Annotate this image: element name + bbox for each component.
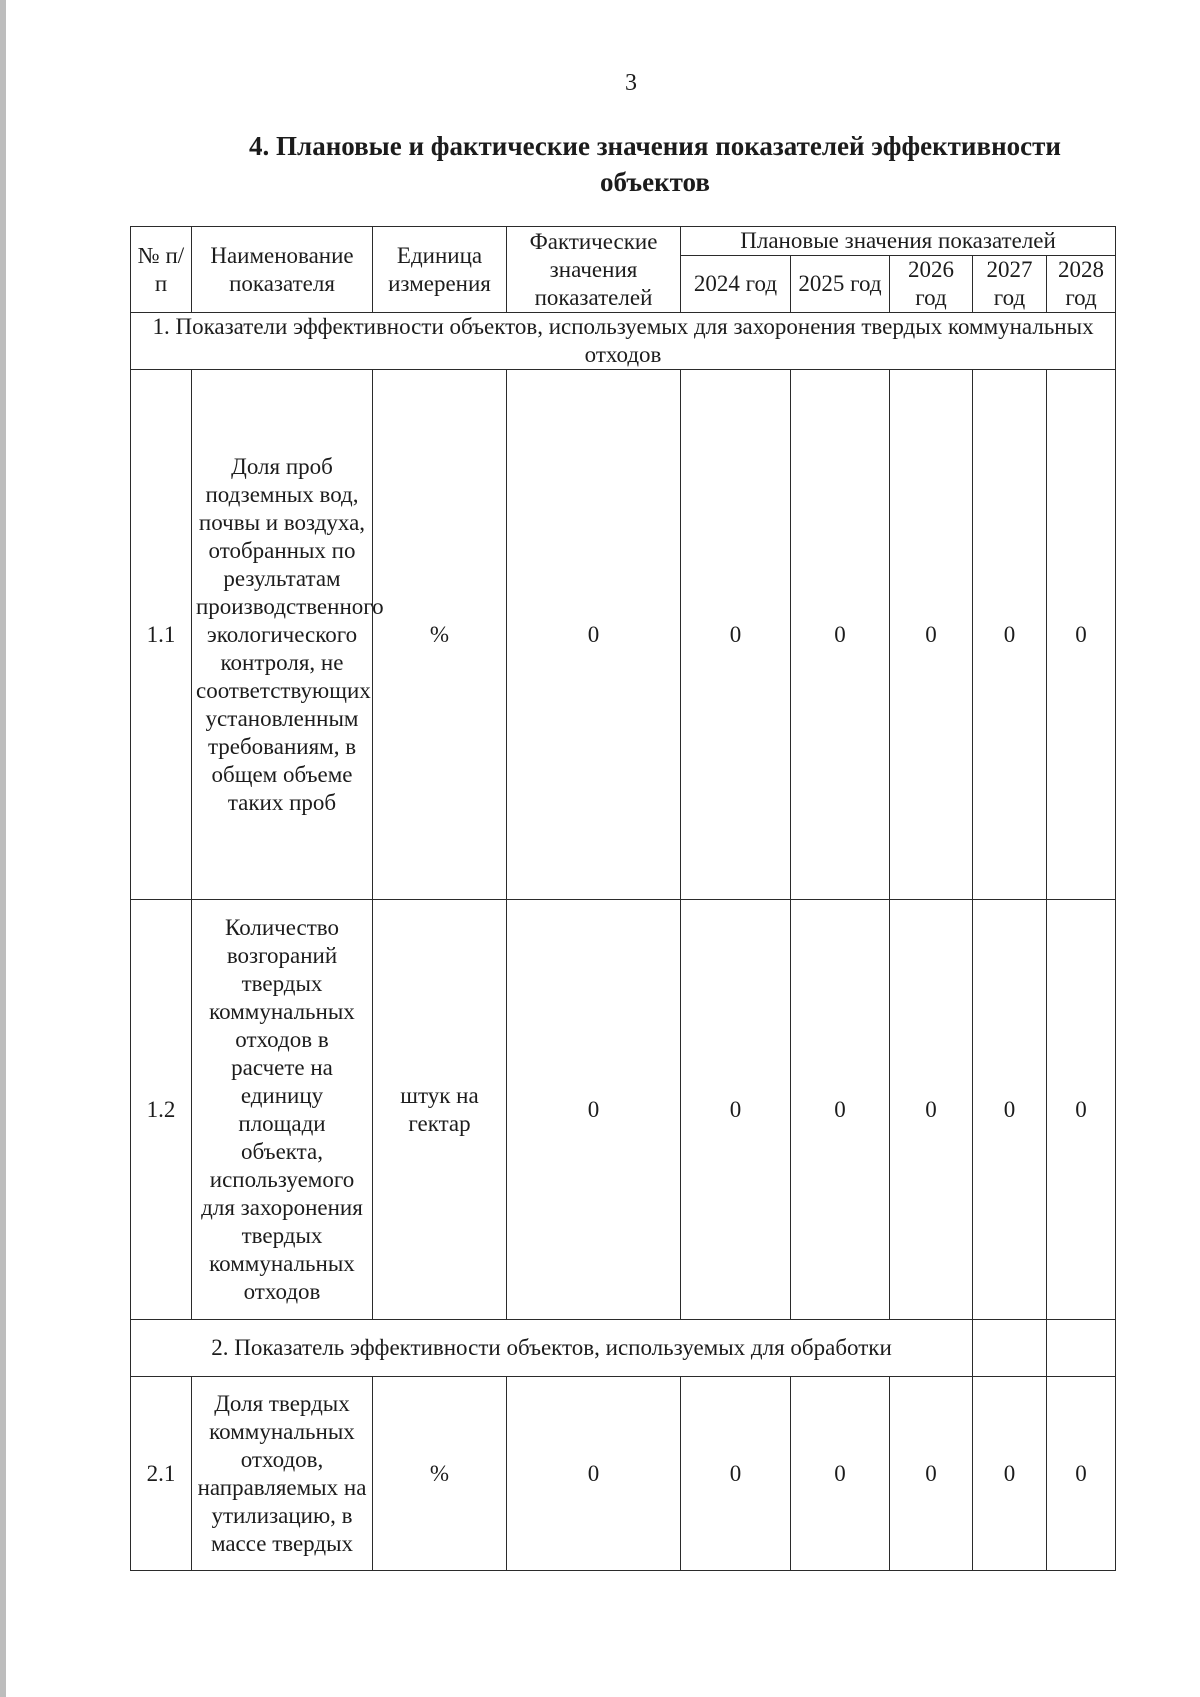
row-2-1-name: Доля твердых коммунальных отходов, направляемых на утилизацию, в массе твердых (192, 1377, 373, 1571)
row-2-1-2025: 0 (791, 1377, 890, 1571)
row-1-1-name: Доля проб подземных вод, почвы и воздуха, отобранных по результатам производственного экологического контроля, не соответствующих установленным требованиям, в общем объеме таких проб (192, 370, 373, 900)
row-1-2-2026: 0 (890, 900, 973, 1320)
header-year-2028: 2028 год (1047, 256, 1116, 313)
section-2-empty-2028 (1047, 1320, 1116, 1377)
row-2-1-unit: % (373, 1377, 507, 1571)
row-1-2-2028: 0 (1047, 900, 1116, 1320)
row-1-2-2024: 0 (681, 900, 791, 1320)
section-2-empty-2027 (973, 1320, 1047, 1377)
row-1-1-2027: 0 (973, 370, 1047, 900)
header-actual: Фактические значения показателей (507, 227, 681, 313)
row-1-2-unit: штук на гектар (373, 900, 507, 1320)
section-title (200, 128, 1110, 200)
indicators-table (130, 226, 1116, 1571)
row-2-1-2028: 0 (1047, 1377, 1116, 1571)
section-title-line-2: объектов (600, 167, 710, 197)
section-2-heading: 2. Показатель эффективности объектов, используемых для обработки (131, 1320, 973, 1377)
section-1-heading: 1. Показатели эффективности объектов, используемых для захоронения твердых коммунальных отходов (131, 313, 1116, 370)
row-1-1-2026: 0 (890, 370, 973, 900)
row-1-2-number: 1.2 (131, 900, 192, 1320)
header-unit: Единица измерения (373, 227, 507, 313)
row-1-2-actual: 0 (507, 900, 681, 1320)
header-year-2027: 2027 год (973, 256, 1047, 313)
row-2-1-2026: 0 (890, 1377, 973, 1571)
page-left-edge (0, 0, 6, 1697)
header-number: № п/п (131, 227, 192, 313)
header-planned: Плановые значения показателей (681, 227, 1116, 256)
header-name: Наименование показателя (192, 227, 373, 313)
row-1-1-2028: 0 (1047, 370, 1116, 900)
row-1-1-actual: 0 (507, 370, 681, 900)
header-year-2025: 2025 год (791, 256, 890, 313)
page-number: 3 (625, 70, 637, 96)
row-2-1-2027: 0 (973, 1377, 1047, 1571)
row-1-2-name: Количество возгораний твердых коммунальных отходов в расчете на единицу площади объекта, используемого для захоронения твердых коммунальных отходов (192, 900, 373, 1320)
row-2-1-2024: 0 (681, 1377, 791, 1571)
section-title-line-1: 4. Плановые и фактические значения показателей эффективности (249, 131, 1061, 161)
row-1-1-number: 1.1 (131, 370, 192, 900)
row-2-1-actual: 0 (507, 1377, 681, 1571)
row-1-1-2025: 0 (791, 370, 890, 900)
row-1-1-unit: % (373, 370, 507, 900)
row-2-1-number: 2.1 (131, 1377, 192, 1571)
header-year-2024: 2024 год (681, 256, 791, 313)
row-1-1-2024: 0 (681, 370, 791, 900)
header-year-2026: 2026 год (890, 256, 973, 313)
row-1-2-2027: 0 (973, 900, 1047, 1320)
row-1-2-2025: 0 (791, 900, 890, 1320)
